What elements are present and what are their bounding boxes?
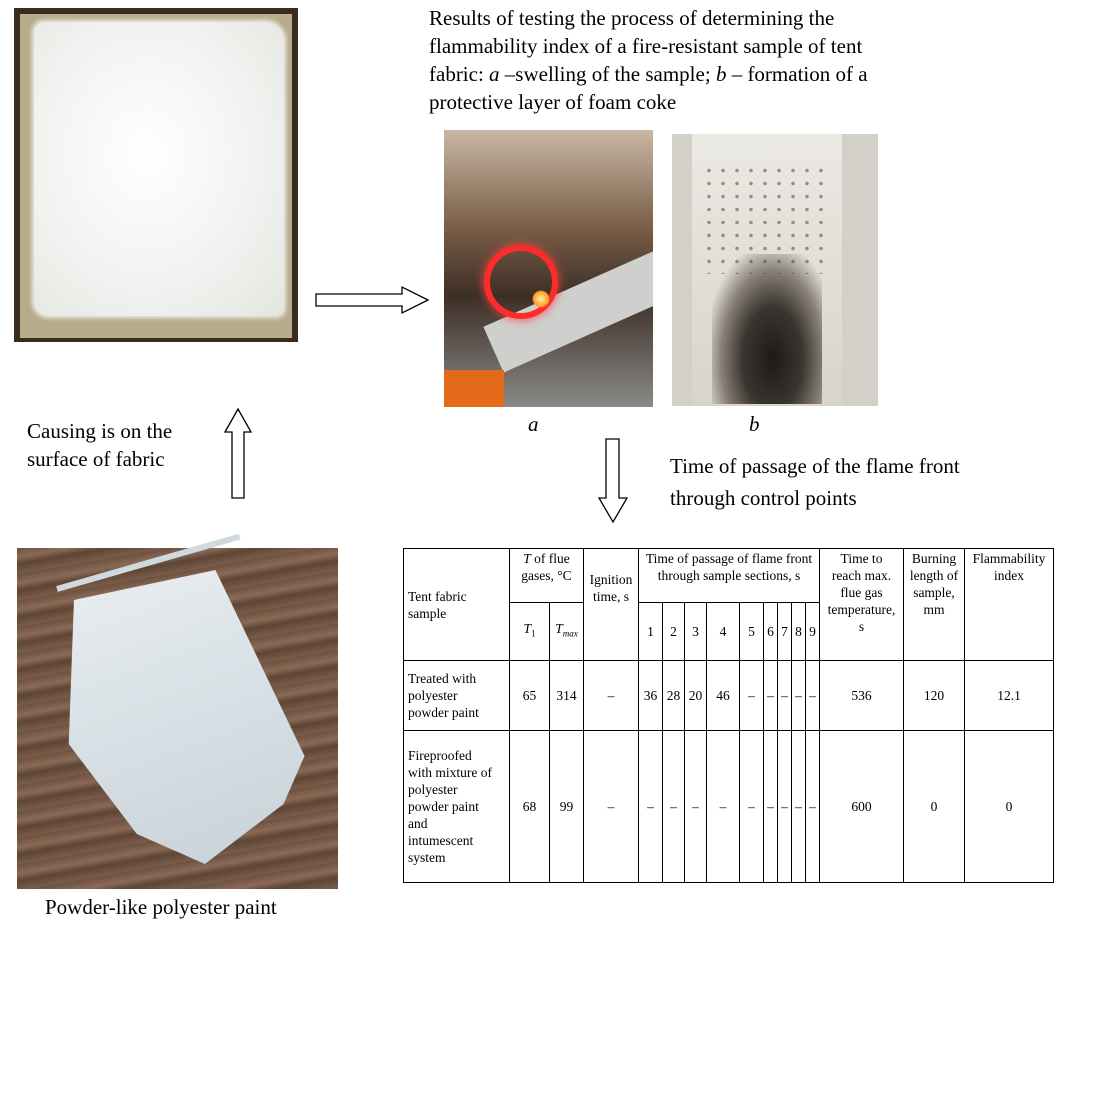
header-section-6: 6 — [764, 603, 778, 661]
photo-a-sample-swelling — [444, 130, 653, 407]
flammability-cell: 0 — [965, 731, 1054, 883]
header-tmax: $T_{max}$ — [550, 603, 584, 661]
max-time-cell: 600 — [820, 731, 904, 883]
section-5-cell: – — [740, 661, 764, 731]
section-1-cell: 36 — [639, 661, 663, 731]
section-4-cell: 46 — [707, 661, 740, 731]
tmax-cell: 99 — [550, 731, 584, 883]
header-section-8: 8 — [792, 603, 806, 661]
table-row — [404, 731, 1054, 883]
t1-cell: 65 — [510, 661, 550, 731]
caption-line-4: protective layer of foam coke — [429, 90, 677, 114]
section-9-cell: – — [806, 731, 820, 883]
header-ignition-time: Ignition time, s — [584, 549, 639, 661]
caption-line-3: fabric: a –swelling of the sample; b – formation of a — [429, 62, 868, 86]
sample-cell: Treated with polyester powder paint — [404, 661, 510, 731]
section-8-cell: – — [792, 661, 806, 731]
header-section-5: 5 — [740, 603, 764, 661]
section-6-cell: – — [764, 731, 778, 883]
ignition-cell: – — [584, 661, 639, 731]
header-section-7: 7 — [778, 603, 792, 661]
header-section-3: 3 — [685, 603, 707, 661]
causing-label: Causing is on the surface of fabric — [27, 419, 173, 471]
section-8-cell: – — [792, 731, 806, 883]
flammability-cell: 12.1 — [965, 661, 1054, 731]
header-section-4: 4 — [707, 603, 740, 661]
section-7-cell: – — [778, 731, 792, 883]
header-t1: $T_1$ — [510, 603, 550, 661]
down-arrow-icon — [597, 438, 629, 524]
powder-paint-label: Powder-like polyester paint — [45, 895, 277, 919]
coated-fabric-photo — [14, 8, 298, 342]
section-1-cell: – — [639, 731, 663, 883]
caption-line-2: flammability index of a fire-resistant sample of tent — [429, 34, 863, 58]
up-arrow-icon — [223, 408, 253, 500]
header-section-2: 2 — [663, 603, 685, 661]
section-2-cell: – — [663, 731, 685, 883]
header-section-1: 1 — [639, 603, 663, 661]
burn-length-cell: 0 — [904, 731, 965, 883]
sample-cell: Fireproofed with mixture of polyester powder paint and intumescent system — [404, 731, 510, 883]
section-9-cell: – — [806, 661, 820, 731]
header-section-9: 9 — [806, 603, 820, 661]
section-3-cell: 20 — [685, 661, 707, 731]
header-flue-gas-temp: T of flue gases, °C — [510, 549, 584, 603]
section-3-cell: – — [685, 731, 707, 883]
photo-b-foam-coke-layer — [672, 134, 878, 406]
figure-caption — [429, 4, 989, 116]
burn-length-cell: 120 — [904, 661, 965, 731]
max-time-cell: 536 — [820, 661, 904, 731]
section-4-cell: – — [707, 731, 740, 883]
section-7-cell: – — [778, 661, 792, 731]
panel-label-a: a — [528, 412, 539, 436]
caption-line-1: Results of testing the process of determining the — [429, 6, 835, 30]
ignition-cell: – — [584, 731, 639, 883]
section-6-cell: – — [764, 661, 778, 731]
header-flammability-index: Flammability index — [965, 549, 1054, 661]
section-2-cell: 28 — [663, 661, 685, 731]
header-flame-passage: Time of passage of flame front through sample sections, s — [639, 549, 820, 603]
header-sample: Tent fabric sample — [404, 549, 510, 661]
panel-label-b: b — [749, 412, 760, 436]
table-row — [404, 661, 1054, 731]
flammability-results-table — [403, 548, 1054, 883]
t1-cell: 68 — [510, 731, 550, 883]
header-max-temp-time: Time to reach max. flue gas temperature, s — [820, 549, 904, 661]
powder-paint-photo — [17, 548, 338, 889]
time-passage-label: Time of passage of the flame front through control points — [670, 454, 960, 510]
tmax-cell: 314 — [550, 661, 584, 731]
section-5-cell: – — [740, 731, 764, 883]
right-arrow-icon — [316, 286, 430, 314]
header-burning-length: Burning length of sample, mm — [904, 549, 965, 661]
